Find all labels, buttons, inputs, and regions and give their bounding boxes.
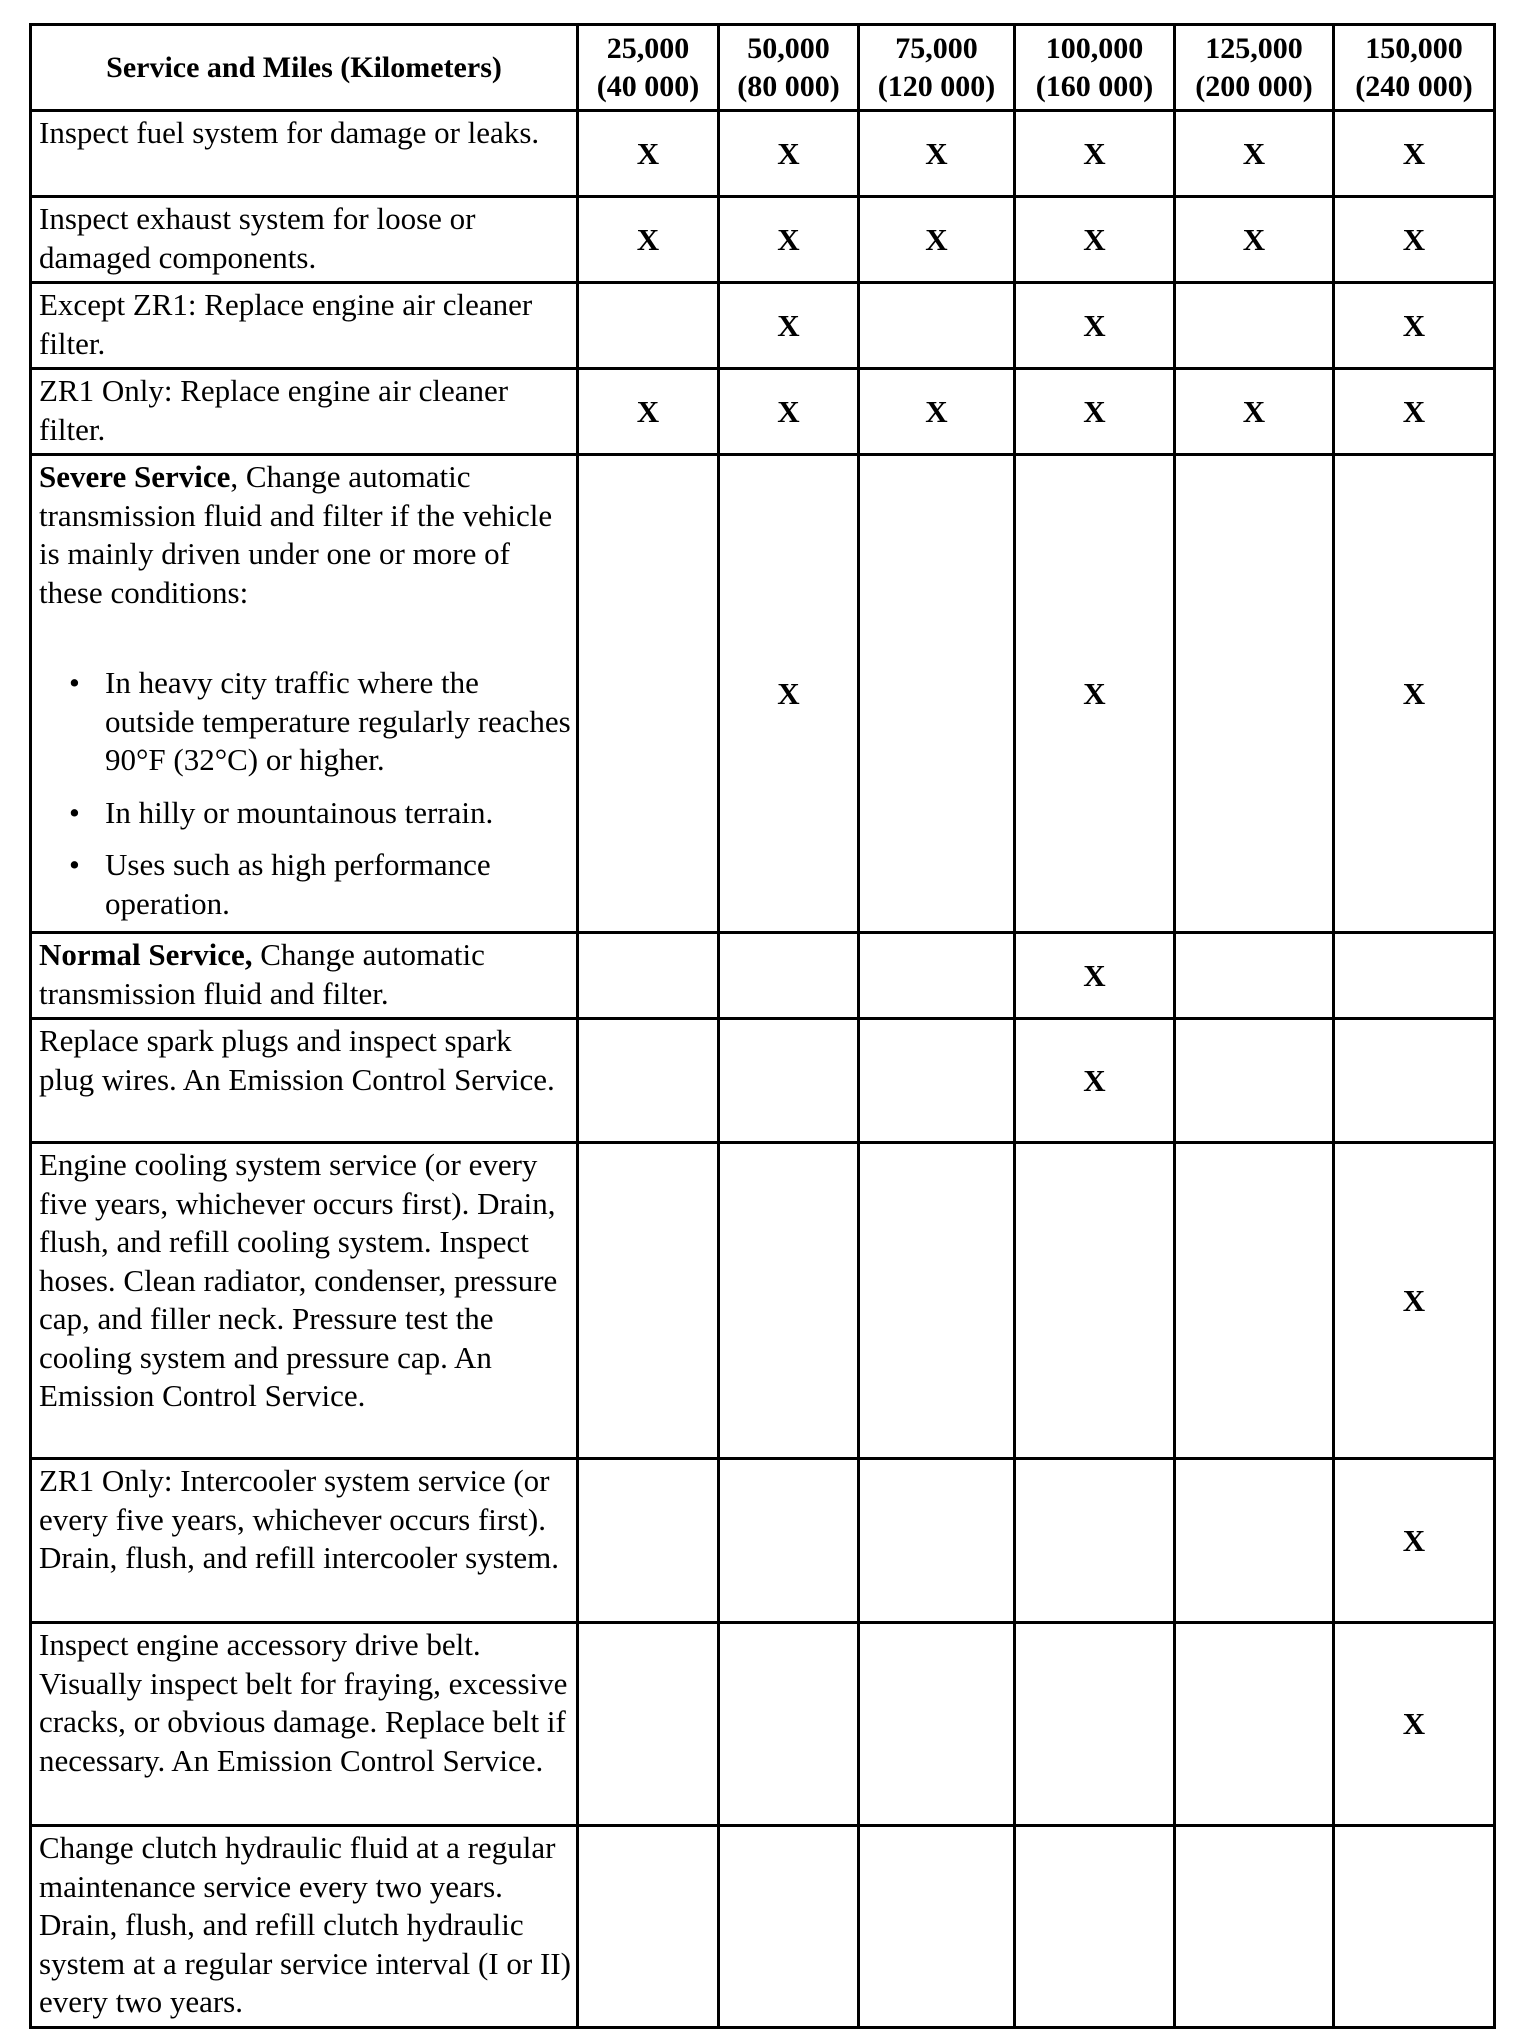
service-description: Engine cooling system service (or every five years, whichever occurs first). Drain, flush, and refill cooling system. Inspect hoses. Clean radiator, condenser, pressure cap, and filler neck. Pressure test the cooling system and pressure cap. An Emission Control Service. <box>31 1143 578 1459</box>
interval-header-150000 <box>1334 25 1495 111</box>
interval-mark-cell <box>578 1143 719 1459</box>
interval-check-mark: X <box>636 393 660 429</box>
interval-check-mark: X <box>1083 221 1106 257</box>
interval-check-mark: X <box>925 135 948 171</box>
service-description-text: , Change automatic transmission fluid and filter if the vehicle is mainly driven under one or more of these conditions: <box>39 459 553 610</box>
service-type-label: Severe Service <box>39 459 231 494</box>
interval-mark-cell <box>1334 283 1495 369</box>
interval-header-100000 <box>1015 25 1175 111</box>
interval-check-mark: X <box>1083 393 1106 429</box>
interval-check-mark: X <box>1242 221 1266 257</box>
service-column-header: Service and Miles (Kilometers) <box>31 25 578 111</box>
interval-mark-cell <box>859 111 1015 197</box>
list-item: • In heavy city traffic where the outside temperature regularly reaches 90°F (32°C) or higher. <box>39 664 572 780</box>
interval-check-mark: X <box>925 221 948 257</box>
table-row <box>31 1623 1495 1826</box>
interval-mark-cell <box>1334 1623 1495 1826</box>
interval-miles: 100,000 <box>1045 31 1144 65</box>
interval-check-mark: X <box>777 135 800 171</box>
interval-miles: 150,000 <box>1365 31 1463 65</box>
interval-mark-cell <box>1015 283 1175 369</box>
interval-mark-cell <box>719 1019 859 1143</box>
service-description: Inspect fuel system for damage or leaks. <box>31 111 578 197</box>
interval-mark-cell <box>1015 369 1175 455</box>
interval-mark-cell <box>719 455 859 933</box>
interval-mark-cell <box>719 111 859 197</box>
table-row <box>31 283 1495 369</box>
interval-mark-cell <box>1334 111 1495 197</box>
interval-check-mark: X <box>1402 307 1426 343</box>
interval-mark-cell <box>578 1019 719 1143</box>
interval-mark-cell <box>1334 369 1495 455</box>
interval-mark-cell <box>578 197 719 283</box>
interval-check-mark: X <box>1402 393 1426 429</box>
table-row <box>31 1826 1495 2028</box>
service-description: ZR1 Only: Intercooler system service (or every five years, whichever occurs first). Drain, flush, and refill intercooler system. <box>31 1459 578 1623</box>
interval-km: (160 000) <box>1035 69 1154 103</box>
interval-mark-cell <box>1175 283 1334 369</box>
interval-mark-cell <box>1175 933 1334 1019</box>
table-row <box>31 197 1495 283</box>
interval-km: (80 000) <box>737 69 840 103</box>
interval-mark-cell <box>719 1623 859 1826</box>
interval-mark-cell <box>1175 369 1334 455</box>
interval-header-25000 <box>578 25 719 111</box>
table-row <box>31 933 1495 1019</box>
interval-km: (240 000) <box>1355 69 1473 103</box>
interval-miles: 75,000 <box>895 31 978 65</box>
service-description <box>31 455 578 933</box>
interval-header-75000 <box>859 25 1015 111</box>
interval-mark-cell <box>1175 455 1334 933</box>
interval-check-mark: X <box>777 307 800 343</box>
interval-miles: 25,000 <box>606 31 690 65</box>
service-description: Inspect exhaust system for loose or damaged components. <box>31 197 578 283</box>
interval-miles: 50,000 <box>747 31 830 65</box>
interval-km: (120 000) <box>877 69 996 103</box>
service-description: Change clutch hydraulic fluid at a regular maintenance service every two years. Drain, flush, and refill clutch hydraulic system at a regular service interval (I or II) every two years. <box>31 1826 578 2028</box>
service-description: Replace spark plugs and inspect spark plug wires. An Emission Control Service. <box>31 1019 578 1143</box>
interval-mark-cell <box>719 1143 859 1459</box>
interval-mark-cell <box>1015 1143 1175 1459</box>
interval-mark-cell <box>859 369 1015 455</box>
interval-check-mark: X <box>1402 1706 1426 1741</box>
interval-mark-cell <box>1015 1826 1175 2028</box>
service-description: Except ZR1: Replace engine air cleaner filter. <box>31 283 578 369</box>
interval-mark-cell <box>1015 1459 1175 1623</box>
interval-check-mark: X <box>636 221 660 257</box>
interval-mark-cell <box>1175 1459 1334 1623</box>
interval-mark-cell <box>1175 1143 1334 1459</box>
interval-mark-cell <box>578 283 719 369</box>
header-row <box>31 25 1495 111</box>
interval-mark-cell <box>578 1826 719 2028</box>
interval-mark-cell <box>719 197 859 283</box>
interval-check-mark: X <box>777 221 800 257</box>
interval-miles: 125,000 <box>1205 31 1303 65</box>
interval-mark-cell <box>859 1826 1015 2028</box>
interval-mark-cell <box>1334 455 1495 933</box>
list-item: • Uses such as high performance operation. <box>39 846 572 923</box>
service-description-text: Change automatic transmission fluid and filter. <box>39 937 485 1011</box>
interval-mark-cell <box>719 283 859 369</box>
interval-mark-cell <box>1015 1623 1175 1826</box>
interval-mark-cell <box>1015 1019 1175 1143</box>
service-description <box>31 933 578 1019</box>
interval-mark-cell <box>859 1623 1015 1826</box>
condition-list <box>39 664 572 923</box>
table-row <box>31 1459 1495 1623</box>
interval-mark-cell <box>1334 933 1495 1019</box>
table-row <box>31 455 1495 933</box>
interval-mark-cell <box>578 369 719 455</box>
interval-mark-cell <box>1334 1143 1495 1459</box>
interval-mark-cell <box>1334 1019 1495 1143</box>
interval-mark-cell <box>578 455 719 933</box>
interval-mark-cell <box>1334 1459 1495 1623</box>
table-row <box>31 369 1495 455</box>
interval-mark-cell <box>1175 111 1334 197</box>
interval-check-mark: X <box>636 135 660 171</box>
interval-mark-cell <box>1015 111 1175 197</box>
interval-check-mark: X <box>1083 1062 1106 1098</box>
interval-check-mark: X <box>1402 675 1426 711</box>
list-item: • In hilly or mountainous terrain. <box>39 794 572 833</box>
interval-check-mark: X <box>1083 135 1106 171</box>
interval-mark-cell <box>719 933 859 1019</box>
interval-check-mark: X <box>1402 221 1426 257</box>
interval-mark-cell <box>859 1459 1015 1623</box>
interval-check-mark: X <box>1083 957 1106 993</box>
table-row <box>31 1143 1495 1459</box>
interval-mark-cell <box>859 1143 1015 1459</box>
interval-mark-cell <box>859 933 1015 1019</box>
interval-check-mark: X <box>777 675 800 711</box>
interval-mark-cell <box>578 1459 719 1623</box>
interval-mark-cell <box>1015 197 1175 283</box>
interval-mark-cell <box>1015 933 1175 1019</box>
interval-mark-cell <box>719 369 859 455</box>
interval-mark-cell <box>578 933 719 1019</box>
interval-mark-cell <box>859 1019 1015 1143</box>
interval-mark-cell <box>1334 1826 1495 2028</box>
service-description: ZR1 Only: Replace engine air cleaner filter. <box>31 369 578 455</box>
interval-mark-cell <box>859 197 1015 283</box>
interval-check-mark: X <box>777 393 800 429</box>
interval-mark-cell <box>1175 197 1334 283</box>
interval-mark-cell <box>719 1459 859 1623</box>
interval-km: (200 000) <box>1195 69 1313 103</box>
interval-km: (40 000) <box>596 69 700 103</box>
interval-check-mark: X <box>1242 135 1266 171</box>
interval-check-mark: X <box>1402 1522 1426 1558</box>
table-row <box>31 1019 1495 1143</box>
interval-mark-cell <box>1015 455 1175 933</box>
interval-mark-cell <box>1175 1623 1334 1826</box>
interval-check-mark: X <box>1242 393 1266 429</box>
interval-header-125000 <box>1175 25 1334 111</box>
maintenance-schedule-table <box>29 23 1496 2029</box>
interval-mark-cell <box>859 283 1015 369</box>
interval-check-mark: X <box>1402 1282 1426 1318</box>
interval-mark-cell <box>1175 1826 1334 2028</box>
interval-mark-cell <box>719 1826 859 2028</box>
interval-mark-cell <box>1175 1019 1334 1143</box>
interval-mark-cell <box>1334 197 1495 283</box>
interval-mark-cell <box>859 455 1015 933</box>
interval-mark-cell <box>578 1623 719 1826</box>
service-description: Inspect engine accessory drive belt. Visually inspect belt for fraying, excessive cracks, or obvious damage. Replace belt if necessary. An Emission Control Service. <box>31 1623 578 1826</box>
interval-check-mark: X <box>925 393 948 429</box>
table-row <box>31 111 1495 197</box>
interval-header-50000 <box>719 25 859 111</box>
service-type-label: Normal Service, <box>39 937 253 972</box>
interval-check-mark: X <box>1083 675 1106 711</box>
interval-check-mark: X <box>1083 307 1106 343</box>
interval-mark-cell <box>578 111 719 197</box>
interval-check-mark: X <box>1402 135 1426 171</box>
